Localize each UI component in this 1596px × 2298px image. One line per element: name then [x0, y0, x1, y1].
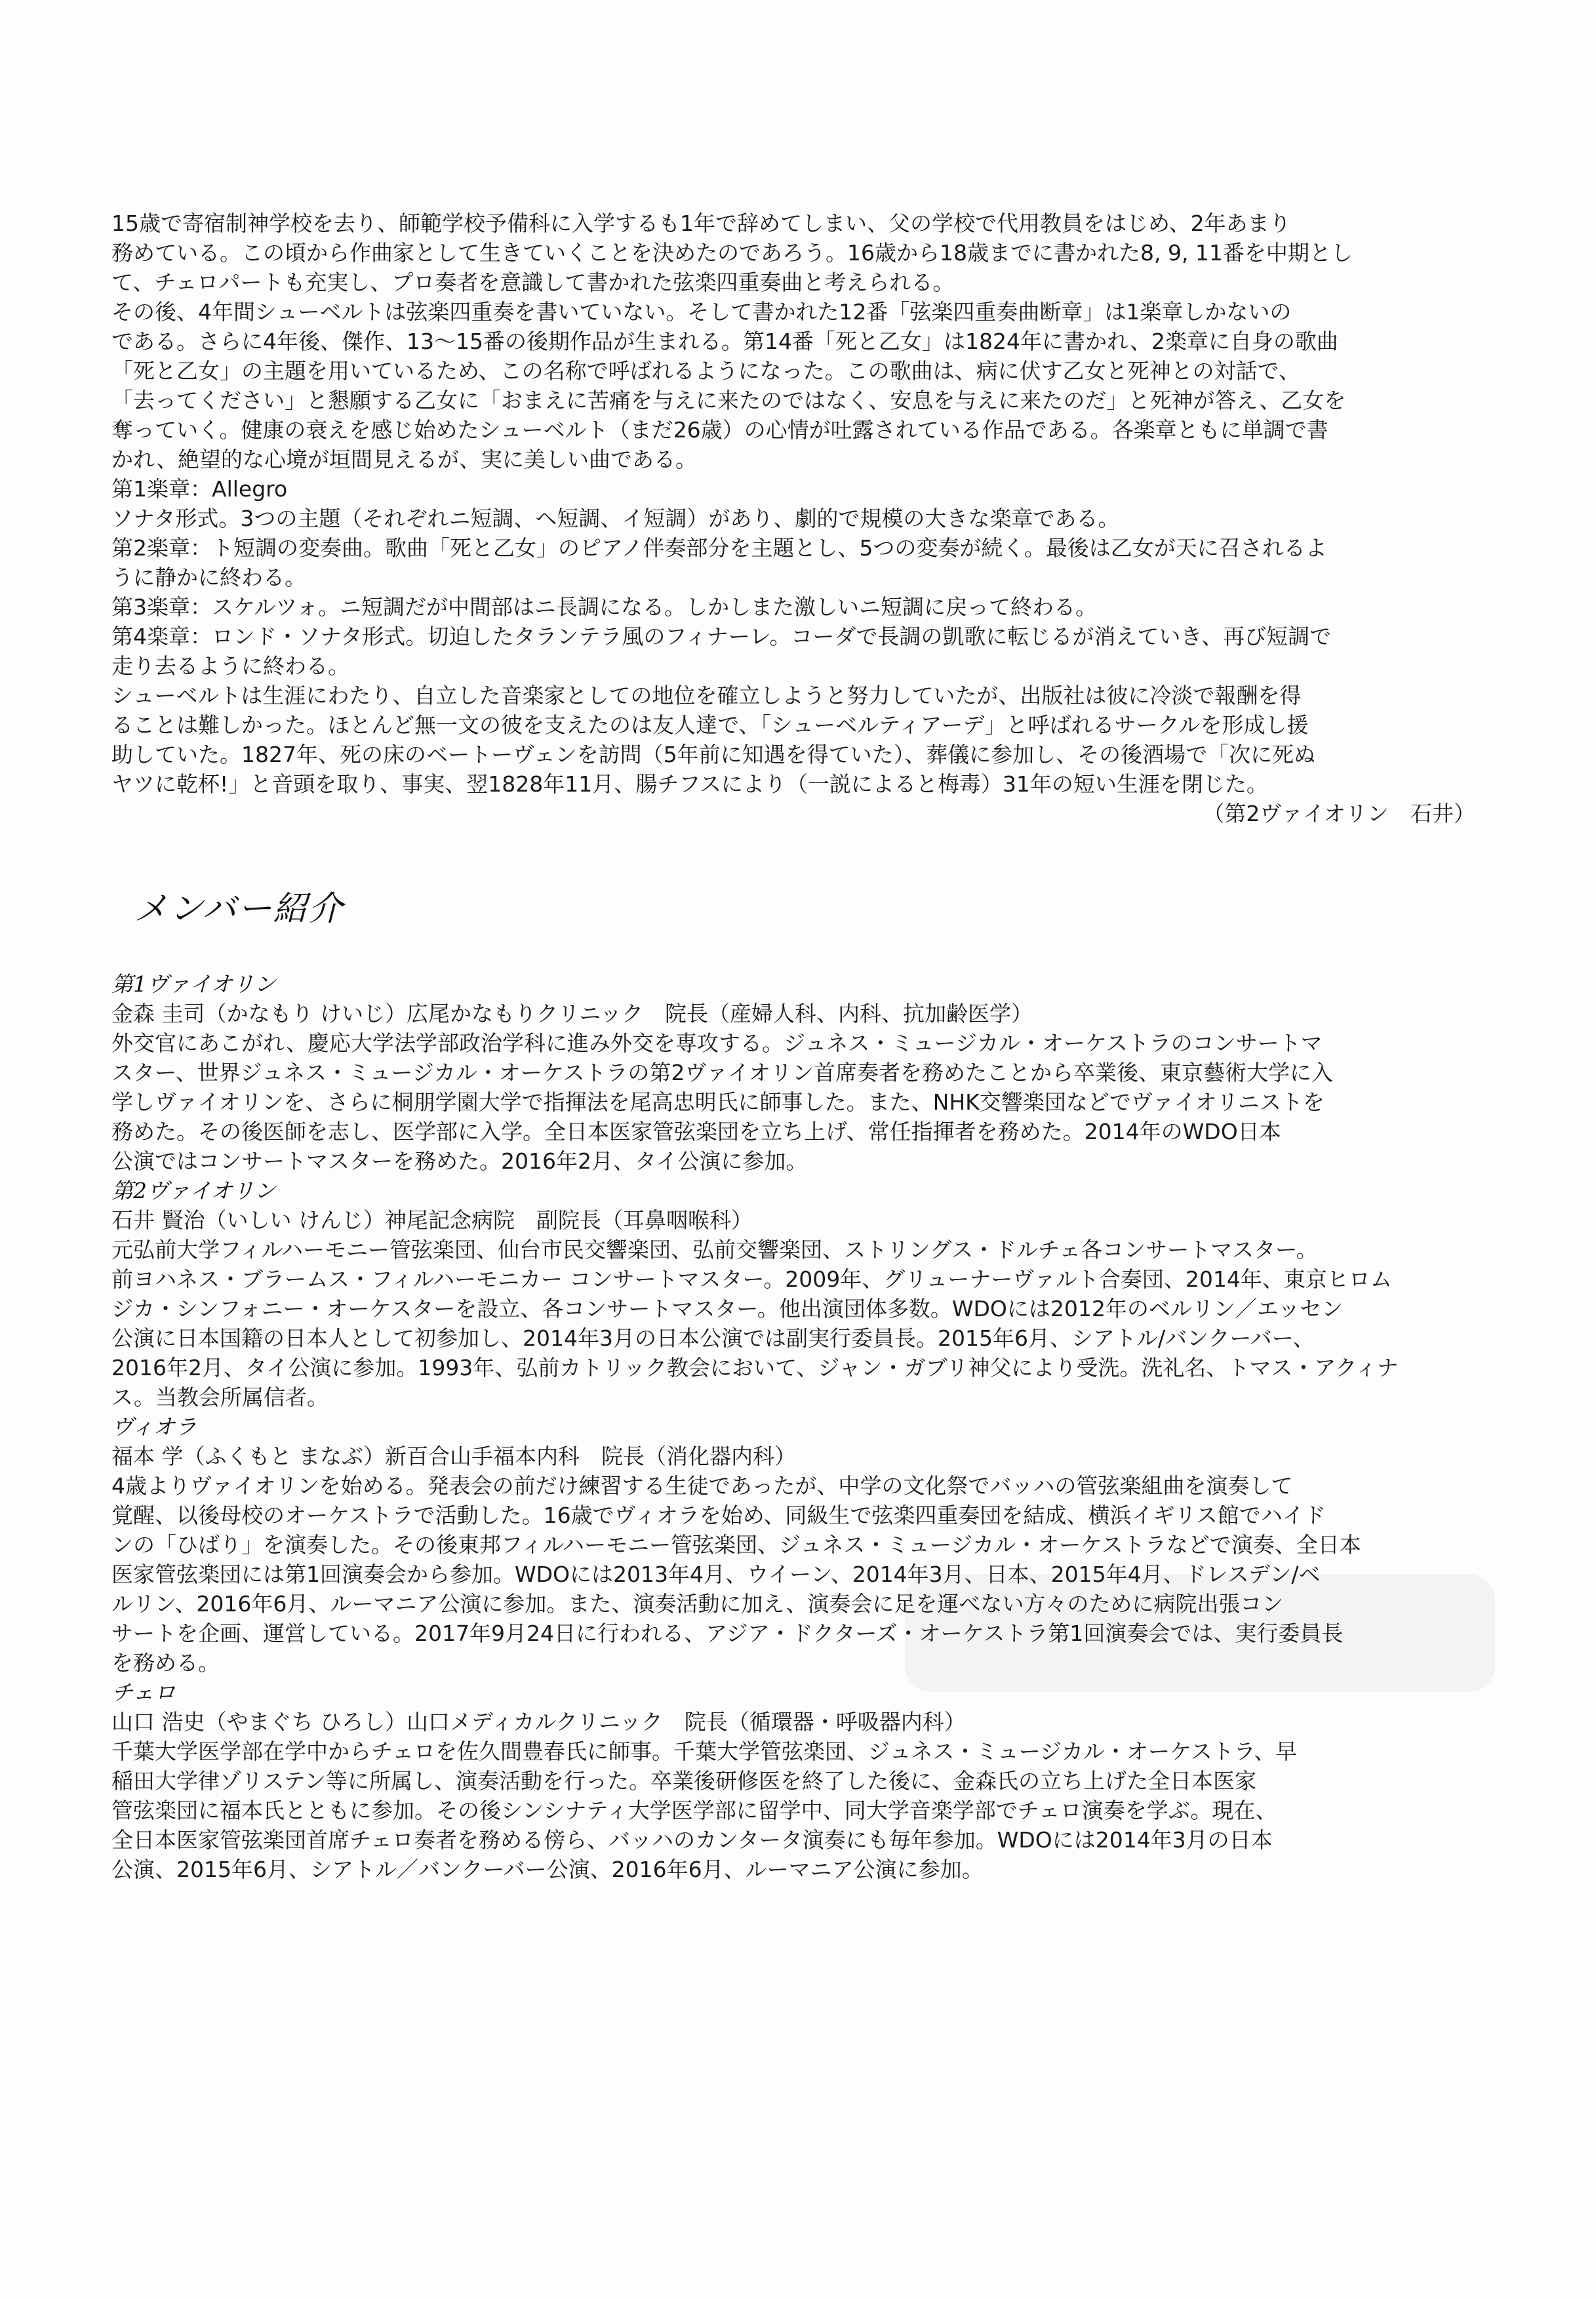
member-name: 福本 学（ふくもと まなぶ）新百合山手福本内科 院長（消化器内科）: [111, 1443, 796, 1469]
text-line: 学しヴァイオリンを、さらに桐朋学園大学で指揮法を尾高忠明氏に師事した。また、NHK交響楽団などでヴァイオリニストを: [111, 1089, 1325, 1115]
essay-paragraph: [111, 592, 1488, 622]
essay-paragraph: [111, 622, 1488, 681]
member-entry: [111, 1412, 1488, 1678]
text-line: 医家管弦楽団には第1回演奏会から参加。WDOには2013年4月、ウイーン、2014年3月、日本、2015年4月、ドレスデン/ベ: [111, 1562, 1321, 1587]
essay-paragraph: [111, 504, 1488, 533]
text-line: 公演ではコンサートマスターを務めた。2016年2月、タイ公演に参加。: [111, 1148, 808, 1174]
document-page: [111, 209, 1488, 1884]
text-line: ジカ・シンフォニー・オーケスターを設立、各コンサートマスター。他出演団体多数。WDOには2012年のベルリン／エッセン: [111, 1296, 1344, 1321]
text-line: 第4楽章：ロンド・ソナタ形式。切迫したタランテラ風のフィナーレ。コーダで長調の凱歌に転じるが消えていき、再び短調で: [111, 624, 1332, 649]
essay-paragraph: [111, 681, 1488, 799]
member-entry: [111, 969, 1488, 1176]
text-line: 2016年2月、タイ公演に参加。1993年、弘前カトリック教会において、ジャン・ガブリ神父により受洗。洗礼名、トマス・アクィナ: [111, 1355, 1399, 1381]
text-line: 奪っていく。健康の衰えを感じ始めたシューベルト（まだ26歳）の心情が吐露されている作品である。各楽章ともに単調で書: [111, 417, 1328, 443]
text-line: サートを企画、運営している。2017年9月24日に行われる、アジア・ドクターズ・オーケストラ第1回演奏会では、実行委員長: [111, 1621, 1344, 1646]
text-line: 前ヨハネス・ブラームス・フィルハーモニカー コンサートマスター。2009年、グリューナーヴァルト合奏団、2014年、東京ヒロム: [111, 1266, 1392, 1292]
member-bio: [111, 1737, 1488, 1884]
text-line: ンの「ひばり」を演奏した。その後東邦フィルハーモニー管弦楽団、ジュネス・ミュージカル・オーケストラなどで演奏、全日本: [111, 1532, 1361, 1558]
text-line: かれ、絶望的な心境が垣間見えるが、実に美しい曲である。: [111, 447, 697, 472]
text-line: て、チェロパートも充実し、プロ奏者を意識して書かれた弦楽四重奏曲と考えられる。: [111, 270, 955, 295]
text-line: ソナタ形式。3つの主題（それぞれニ短調、ヘ短調、イ短調）があり、劇的で規模の大きな楽章である。: [111, 506, 1120, 531]
text-line: 外交官にあこがれ、慶応大学法学部政治学科に進み外交を専攻する。ジュネス・ミュージカル・オーケストラのコンサートマ: [111, 1030, 1323, 1056]
text-line: うに静かに終わる。: [111, 565, 306, 590]
member-bio: [111, 1235, 1488, 1412]
member-bio: [111, 1471, 1488, 1678]
text-line: 走り去るように終わる。: [111, 653, 349, 679]
text-line: 第2楽章：ト短調の変奏曲。歌曲「死と乙女」のピアノ伴奏部分を主題とし、5つの変奏が続く。最後は乙女が天に召されるよ: [111, 535, 1327, 561]
text-line: 千葉大学医学部在学中からチェロを佐久間豊春氏に師事。千葉大学管弦楽団、ジュネス・ミュージカル・オーケストラ、早: [111, 1739, 1298, 1764]
text-line: 4歳よりヴァイオリンを始める。発表会の前だけ練習する生徒であったが、中学の文化祭でバッハの管弦楽組曲を演奏して: [111, 1473, 1293, 1499]
text-line: シューベルトは生涯にわたり、自立した音楽家としての地位を確立しようと努力していたが、出版社は彼に冷淡で報酬を得: [111, 683, 1302, 708]
text-line: 務めた。その後医師を志し、医学部に入学。全日本医家管弦楽団を立ち上げ、常任指揮者を務めた。2014年のWDO日本: [111, 1119, 1281, 1144]
text-line: 「死と乙女」の主題を用いているため、この名称で呼ばれるようになった。この歌曲は、病に伏す乙女と死神との対話で、: [111, 358, 1301, 384]
essay-paragraph: [111, 533, 1488, 592]
member-name: 山口 浩史（やまぐち ひろし）山口メディカルクリニック 院長（循環器・呼吸器内科）: [111, 1709, 966, 1735]
text-line: ることは難しかった。ほとんど無一文の彼を支えたのは友人達で、「シューベルティアーデ」と呼ばれるサークルを形成し援: [111, 712, 1309, 738]
members-section: [111, 969, 1488, 1884]
text-line: ルリン、2016年6月、ルーマニア公演に参加。また、演奏活動に加え、演奏会に足を運べない方々のために病院出張コン: [111, 1591, 1284, 1617]
text-line: 稲田大学律ゾリステン等に所属し、演奏活動を行った。卒業後研修医を終了した後に、金森氏の立ち上げた全日本医家: [111, 1768, 1257, 1794]
text-line: 第3楽章：スケルツォ。ニ短調だが中間部はニ長調になる。しかしまた激しいニ短調に戻って終わる。: [111, 594, 1098, 620]
member-role: チェロ: [111, 1680, 176, 1705]
text-line: 元弘前大学フィルハーモニー管弦楽団、仙台市民交響楽団、弘前交響楽団、ストリングス・ドルチェ各コンサートマスター。: [111, 1237, 1318, 1262]
members-heading: メンバー紹介: [134, 889, 344, 929]
text-line: 公演に日本国籍の日本人として初参加し、2014年3月の日本公演では副実行委員長。2015年6月、シアトル/バンクーバー、: [111, 1325, 1315, 1351]
text-line: 全日本医家管弦楽団首席チェロ奏者を務める傍ら、バッハのカンタータ演奏にも毎年参加。WDOには2014年3月の日本: [111, 1827, 1273, 1853]
member-entry: [111, 1678, 1488, 1884]
member-role: 第1ヴァイオリン: [111, 971, 276, 997]
member-role: 第2ヴァイオリン: [111, 1178, 276, 1203]
essay-paragraph: [111, 474, 1488, 504]
text-line: ヤツに乾杯!」と音頭を取り、事実、翌1828年11月、腸チフスにより（一説によると梅毒）31年の短い生涯を閉じた。: [111, 771, 1268, 797]
member-name: 金森 圭司（かなもり けいじ）広尾かなもりクリニック 院長（産婦人科、内科、抗加齢医学）: [111, 1001, 1033, 1026]
text-line: 務めている。この頃から作曲家として生きていくことを決めたのであろう。16歳から18歳までに書かれた8, 9, 11番を中期とし: [111, 240, 1353, 266]
text-line: 「去ってください」と懇願する乙女に「おまえに苦痛を与えに来たのではなく、安息を与えに来たのだ」と死神が答え、乙女を: [111, 388, 1346, 413]
text-line: ス。当教会所属信者。: [111, 1384, 329, 1410]
text-line: 覚醒、以後母校のオーケストラで活動した。16歳でヴィオラを始め、同級生で弦楽四重奏団を結成、横浜イギリス館でハイド: [111, 1502, 1326, 1528]
text-line: である。さらに4年後、傑作、13～15番の後期作品が生まれる。第14番「死と乙女」は1824年に書かれ、2楽章に自身の歌曲: [111, 329, 1338, 354]
essay-signature: （第2ヴァイオリン 石井）: [1203, 801, 1475, 826]
text-line: 公演、2015年6月、シアトル／バンクーバー公演、2016年6月、ルーマニア公演に参加。: [111, 1857, 984, 1882]
text-line: を務める。: [111, 1650, 220, 1676]
text-line: 助していた。1827年、死の床のベートーヴェンを訪問（5年前に知遇を得ていた）、葬儀に参加し、その後酒場で「次に死ぬ: [111, 742, 1316, 767]
text-line: スター、世界ジュネス・ミュージカル・オーケストラの第2ヴァイオリン首席奏者を務めたことから卒業後、東京藝術大学に入: [111, 1060, 1334, 1085]
text-line: 管弦楽団に福本氏とともに参加。その後シンシナティ大学医学部に留学中、同大学音楽学部でチェロ演奏を学ぶ。現在、: [111, 1798, 1277, 1823]
essay-paragraph: [111, 209, 1488, 297]
text-line: 15歳で寄宿制神学校を去り、師範学校予備科に入学するも1年で辞めてしまい、父の学校で代用教員をはじめ、2年あまり: [111, 211, 1291, 236]
member-bio: [111, 1028, 1488, 1176]
member-entry: [111, 1176, 1488, 1412]
text-line: 第1楽章：Allegro: [111, 476, 288, 502]
essay-section: [111, 209, 1488, 799]
member-name: 石井 賢治（いしい けんじ）神尾記念病院 副院長（耳鼻咽喉科）: [111, 1207, 753, 1233]
essay-paragraph: [111, 297, 1488, 474]
text-line: その後、4年間シューベルトは弦楽四重奏を書いていない。そして書かれた12番「弦楽四重奏曲断章」は1楽章しかないの: [111, 299, 1292, 325]
member-role: ヴィオラ: [111, 1414, 197, 1440]
